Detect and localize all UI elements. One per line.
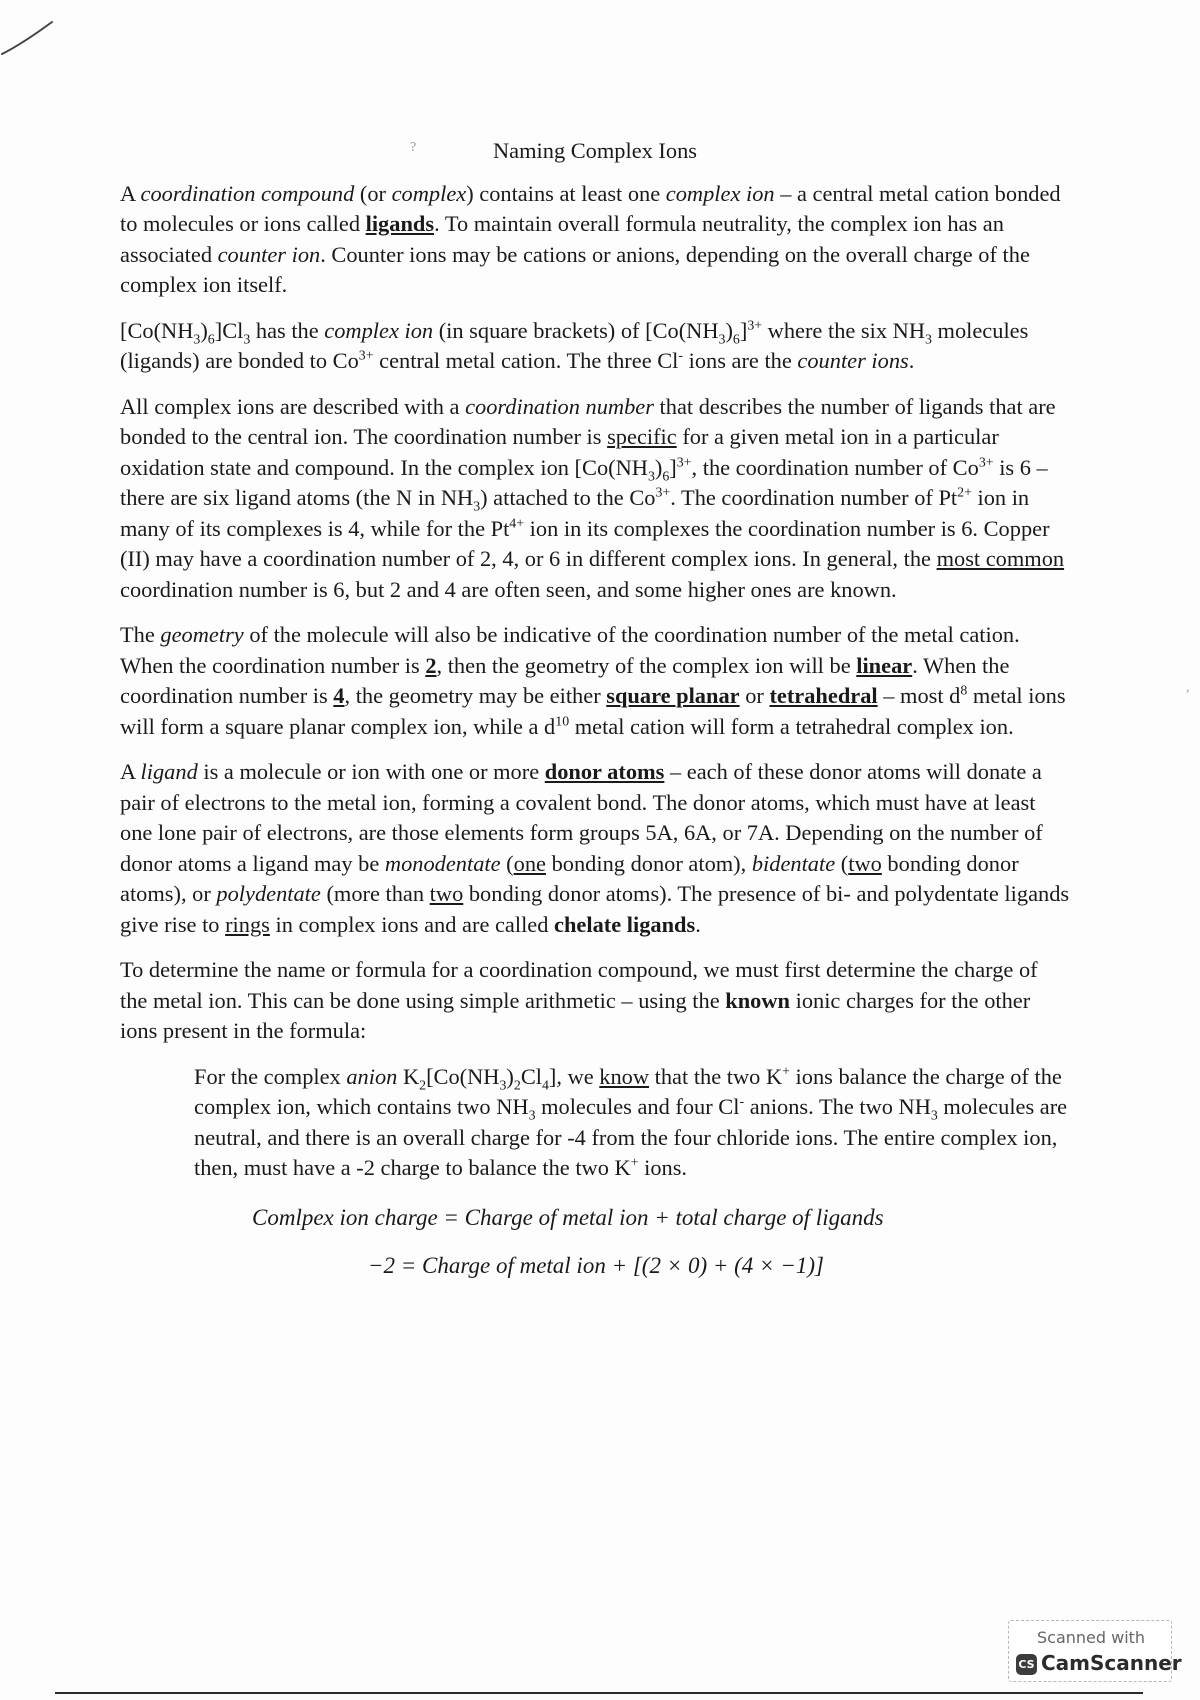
equation-metal-charge: −2 = Charge of metal ion + [(2 × 0) + (4 × −1)] — [368, 1252, 824, 1278]
paragraph-coordination-number: All complex ions are described with a coordination number that describes the number of ligands that are bonded to the central ion. The coordination number is specific for a given metal ion in a particular oxidation state and compound. In the complex ion $[Co(NH_3)_6]^{3+}$, the coordination number of $Co^{3+}$ is 6 – there are six ligand atoms (the N in $NH_3$) attached to the $Co^{3+}$. The coordination number of $Pt^{2+}$ ion in many of its complexes is 4, while for the $Pt^{4+}$ ion in its complexes the coordination number is 6. Copper (II) may have a coordination number of 2, 4, or 6 in different complex ions. In general, the most common coordination number is 6, but 2 and 4 are often seen, and some higher ones are known. — [120, 393, 1065, 602]
stray-mark: ? — [410, 140, 417, 155]
paragraph-example-complex: $[Co(NH_3)_6]Cl_3$ has the complex ion (in square brackets) of $[Co(NH_3)_6]^{3+}$ where the six $NH_3$ molecules (ligands) are bonded to $Co^{3+}$ central metal cation. The three Cl- ions are the counter ions. — [120, 317, 1029, 373]
pen-stroke-mark — [0, 14, 56, 58]
camscanner-logo-icon: CS — [1016, 1654, 1037, 1675]
paragraph-anion-example: For the complex anion $K_2[Co(NH_3)_2Cl_4]$, we know that the two K+ ions balance the charge of the complex ion, which contains two $NH_3$ molecules and four Cl- anions. The two $NH_3$ molecules are neutral, and there is an overall charge for -4 from the four chloride ions. The entire complex ion, then, must have a -2 charge to balance the two K+ ions. — [194, 1063, 1068, 1180]
camscanner-watermark — [1008, 1620, 1182, 1682]
bottom-edge-line — [55, 1692, 1143, 1694]
margin-tick: , — [1186, 680, 1190, 695]
paragraph-geometry: The geometry of the molecule will also be indicative of the coordination number of the metal cation. When the coordination number is 2, then the geometry of the complex ion will be linear. When the coordination number is 4, the geometry may be either square planar or tetrahedral – most $d^8$ metal ions will form a square planar complex ion, while a $d^{10}$ metal cation will form a tetrahedral complex ion. — [120, 622, 1066, 739]
paragraph-metal-charge: To determine the name or formula for a coordination compound, we must first determine the charge of the metal ion. This can be done using simple arithmetic – using the known ionic charges for the other ions present in the formula: — [120, 957, 1038, 1043]
document-body — [120, 136, 1070, 1290]
paragraph-coordination-compound: A coordination compound (or complex) contains at least one complex ion – a central metal cation bonded to molecules or ions called ligands. To maintain overall formula neutrality, the complex ion has an associated counter ion. Counter ions may be cations or anions, depending on the overall charge of the complex ion itself. — [120, 180, 1061, 297]
watermark-brand: CamScanner — [1041, 1651, 1182, 1675]
equation-complex-ion-charge: Comlpex ion charge = Charge of metal ion + total charge of ligands — [252, 1204, 884, 1230]
watermark-caption: Scanned with — [1037, 1628, 1146, 1647]
paragraph-ligand: A ligand is a molecule or ion with one or more donor atoms – each of these donor atoms will donate a pair of electrons to the metal ion, forming a covalent bond. The donor atoms, which must have at least one lone pair of electrons, are those elements form groups 5A, 6A, or 7A. Depending on the number of donor atoms a ligand may be monodentate (one bonding donor atom), bidentate (two bonding donor atoms), or polydentate (more than two bonding donor atoms). The presence of bi- and polydentate ligands give rise to rings in complex ions and are called chelate ligands. — [120, 759, 1070, 937]
page-title: Naming Complex Ions — [493, 138, 697, 163]
